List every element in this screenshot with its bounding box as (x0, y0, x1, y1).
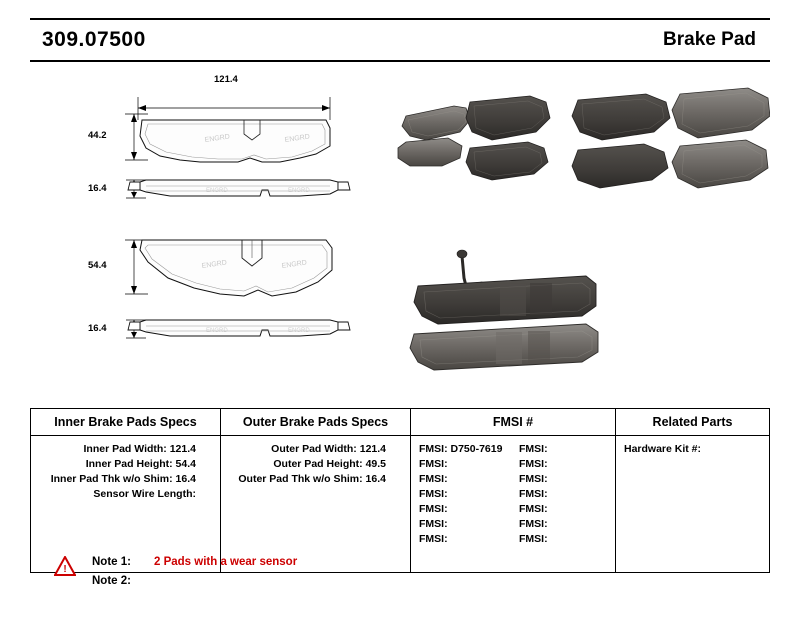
fmsi-right-value: FMSI: (519, 533, 548, 545)
fmsi-right-value: FMSI: (519, 473, 548, 485)
fmsi-right-value: FMSI: (519, 488, 548, 500)
svg-text:ENGRD: ENGRD (204, 133, 231, 144)
svg-text:!: ! (63, 564, 67, 575)
svg-text:ENGRD: ENGRD (206, 328, 228, 334)
fmsi-right-value: FMSI: (519, 503, 548, 515)
spec-row: Outer Pad Width: 121.4 (271, 443, 386, 455)
spec-row: Inner Pad Height: 54.4 (85, 458, 196, 470)
svg-text:ENGRD: ENGRD (288, 328, 310, 334)
outer-pad-side-view (128, 320, 350, 336)
pad-photo-with-sensor (410, 250, 598, 370)
fmsi-left-value: FMSI: D750-7619 (419, 443, 503, 455)
dim-label-outer-height: 54.4 (88, 260, 107, 271)
outer-pad-face-view (140, 240, 332, 296)
fmsi-left-value: FMSI: (419, 518, 448, 530)
table-row (411, 502, 615, 517)
spec-row: Inner Pad Width: 121.4 (83, 443, 196, 455)
fmsi-column (411, 409, 616, 572)
fmsi-left-value: FMSI: (419, 488, 448, 500)
outer-pad-specs-heading: Outer Brake Pads Specs (221, 409, 410, 436)
inner-pad-side-view (128, 180, 350, 196)
svg-text:ENGRD: ENGRD (284, 133, 311, 144)
dim-label-inner-thickness: 16.4 (88, 183, 107, 194)
part-number: 309.07500 (42, 28, 146, 51)
warning-icon (54, 556, 76, 576)
outer-pad-specs-column (221, 409, 411, 572)
table-row (411, 532, 615, 547)
note-1-value: 2 Pads with a wear sensor (154, 555, 298, 568)
fmsi-left-value: FMSI: (419, 503, 448, 515)
fmsi-right-value: FMSI: (519, 458, 548, 470)
technical-drawing-area (30, 62, 770, 392)
related-parts-heading: Related Parts (616, 409, 769, 436)
dim-label-inner-width: 121.4 (214, 74, 238, 85)
fmsi-left-value: FMSI: (419, 458, 448, 470)
table-row (411, 442, 615, 457)
note-2-label: Note 2: (92, 574, 131, 587)
width-dimension-line (138, 97, 330, 120)
note-row-1 (50, 552, 550, 571)
fmsi-right-value: FMSI: (519, 518, 548, 530)
table-row (411, 517, 615, 532)
svg-text:ENGRD: ENGRD (206, 188, 228, 194)
document-header (30, 18, 770, 62)
svg-text:ENGRD: ENGRD (288, 188, 310, 194)
brake-pad-diagram (30, 62, 770, 392)
table-row (411, 487, 615, 502)
svg-text:ENGRD: ENGRD (281, 259, 308, 270)
table-row: Hardware Kit #: (624, 443, 702, 455)
fmsi-left-value: FMSI: (419, 473, 448, 485)
fmsi-right-value: FMSI: (519, 443, 548, 455)
inner-pad-face-view (140, 120, 330, 162)
note-row-2 (50, 571, 550, 590)
fmsi-heading: FMSI # (411, 409, 615, 436)
pad-photo-group-left (398, 96, 550, 180)
related-parts-column (616, 409, 769, 572)
table-row (411, 457, 615, 472)
fmsi-left-value: FMSI: (419, 533, 448, 545)
page-title: Brake Pad (663, 29, 756, 50)
related-parts-body (616, 436, 769, 572)
notes-section (50, 552, 550, 590)
inner-pad-specs-column (31, 409, 221, 572)
table-row (411, 472, 615, 487)
dim-label-outer-thickness: 16.4 (88, 323, 107, 334)
spec-row: Outer Pad Height: 49.5 (273, 458, 386, 470)
pad-photo-group-right (572, 88, 770, 188)
dim-label-upper-height: 44.2 (88, 130, 107, 141)
note-1-label: Note 1: (92, 555, 131, 568)
specifications-table (30, 408, 770, 573)
inner-pad-specs-heading: Inner Brake Pads Specs (31, 409, 220, 436)
spec-row: Outer Pad Thk w/o Shim: 16.4 (238, 473, 386, 485)
svg-text:ENGRD: ENGRD (201, 259, 228, 270)
spec-row: Inner Pad Thk w/o Shim: 16.4 (50, 473, 196, 485)
spec-row: Sensor Wire Length: (93, 488, 196, 500)
